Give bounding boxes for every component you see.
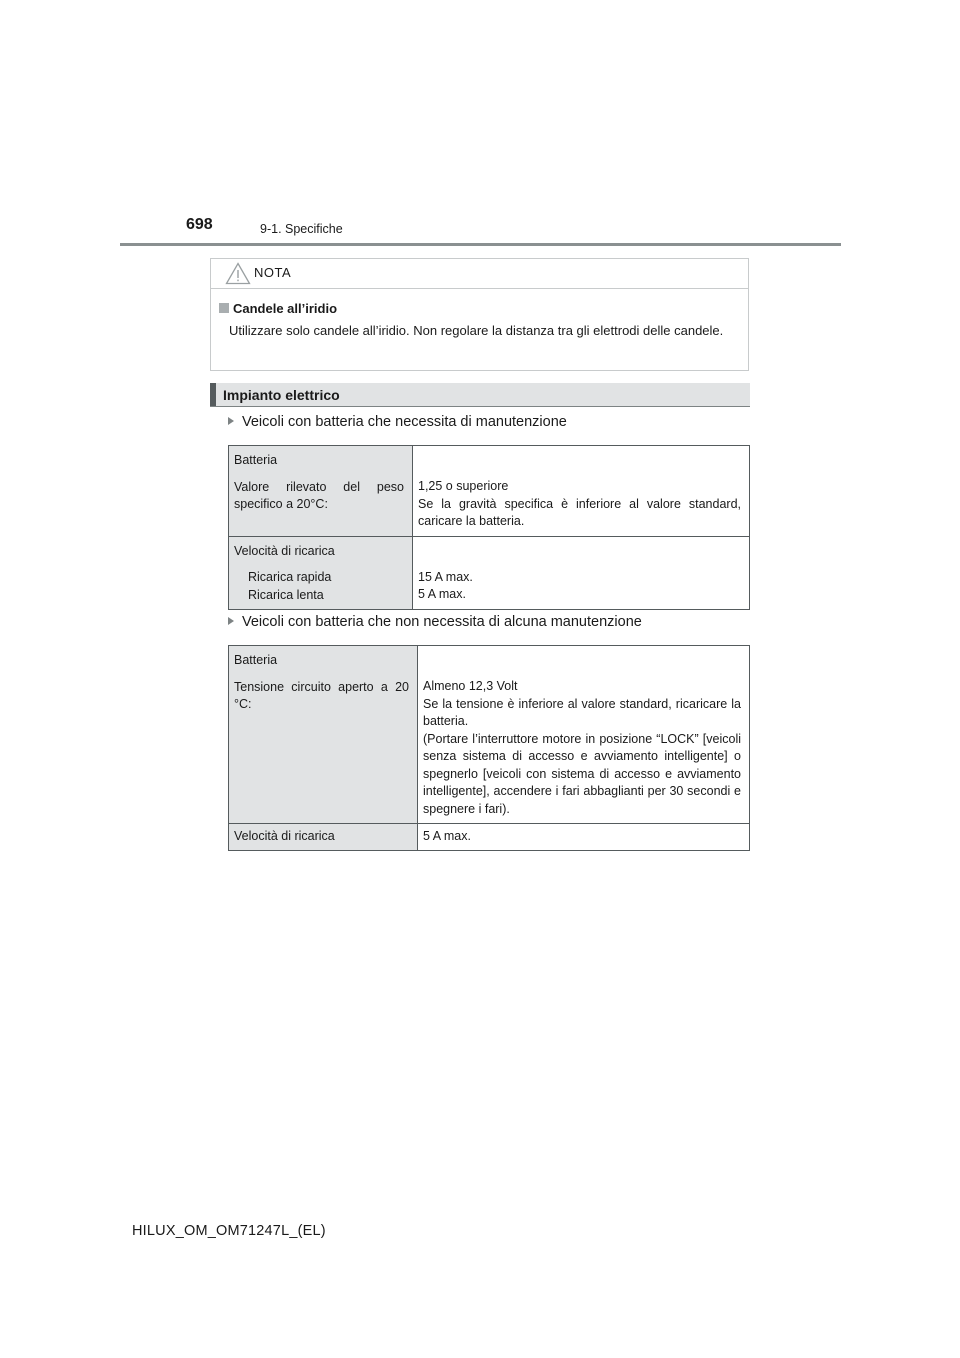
section2-title <box>228 614 642 630</box>
table-row <box>229 646 750 824</box>
table-row <box>229 446 750 537</box>
arrow-bullet-icon <box>228 617 234 625</box>
table-label-cell <box>229 446 413 537</box>
section-label: 9-1. Specifiche <box>260 222 343 236</box>
row-label-text: Ricarica rapida Ricarica lenta <box>248 570 332 602</box>
spec-table-maintenance <box>228 445 750 610</box>
heading-bar <box>210 383 216 406</box>
table-value-cell: 5 A max. <box>418 824 750 851</box>
impianto-title: Impianto elettrico <box>223 387 340 403</box>
page-number: 698 <box>186 216 213 233</box>
nota-box <box>210 258 749 371</box>
table-label-cell: Velocità di ricarica <box>229 824 418 851</box>
section2-title-text: Veicoli con batteria che non necessita di alcuna manutenzione <box>242 614 642 630</box>
row-value-text: 1,25 o superiore Se la gravità specifica è inferiore al valore standard, caricare la batteria. <box>418 479 741 528</box>
nota-item-title <box>219 301 337 316</box>
section1-title-text: Veicoli con batteria che necessita di manutenzione <box>242 414 567 430</box>
impianto-heading <box>210 383 750 407</box>
row-label-heading: Batteria <box>234 453 278 467</box>
table-value-cell <box>418 646 750 824</box>
row-label-text: Tensione circuito aperto a 20 °C: <box>234 679 409 711</box>
table-row <box>229 824 750 851</box>
row-value-text: 15 A max. 5 A max. <box>418 569 473 601</box>
nota-header <box>211 259 748 289</box>
row-label-heading: Batteria <box>234 653 278 667</box>
row-label-text: Valore rilevato del peso specifico a 20°C: <box>234 479 404 511</box>
row-label-heading: Velocità di ricarica <box>234 543 335 558</box>
spec-table-maintenance-free <box>228 645 750 851</box>
square-bullet-icon <box>219 303 229 313</box>
header-rule <box>120 243 841 246</box>
table-row <box>229 536 750 610</box>
nota-title: NOTA <box>254 265 292 280</box>
table-value-cell <box>413 536 750 610</box>
section1-title <box>228 414 567 430</box>
table-label-cell <box>229 536 413 610</box>
table-label-cell <box>229 646 418 824</box>
arrow-bullet-icon <box>228 417 234 425</box>
warning-triangle-icon <box>225 262 251 285</box>
nota-item-title-text: Candele all’iridio <box>233 301 338 316</box>
footer-code: HILUX_OM_OM71247L_(EL) <box>132 1223 326 1239</box>
row-value-text: Almeno 12,3 Volt Se la tensione è inferiore al valore standard, ricaricare la batteria. (Portare l’interruttore motore in posizione “LOCK” [veicoli senza sistema di accesso e avviamento intelligente] o spegnerlo [veicoli con sistema di accesso e avviamento intelligente], accendere i fari abbaglianti per 30 secondi e spegnere i fari). <box>423 679 741 816</box>
nota-text: Utilizzare solo candele all’iridio. Non regolare la distanza tra gli elettrodi delle candele. <box>229 323 724 338</box>
table-value-cell <box>413 446 750 537</box>
